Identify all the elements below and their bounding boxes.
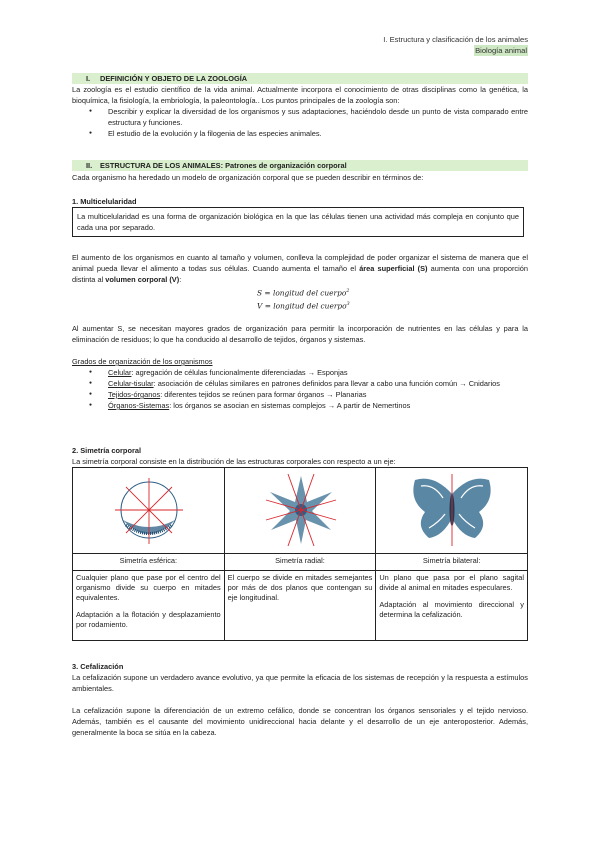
formula-rhs: longitud del cuerpo — [273, 301, 347, 311]
caption-cell: Simetría bilateral: — [376, 554, 528, 571]
para-text: aumenta con una proporción distinta al — [72, 264, 528, 284]
grado-term: Celular — [108, 368, 132, 377]
section-1-title: DEFINICIÓN Y OBJETO DE LA ZOOLOGÍA — [100, 74, 248, 83]
section-2-heading — [72, 160, 528, 171]
list-item — [72, 389, 528, 400]
grado-term: Celular-tisular — [108, 379, 154, 388]
spherical-image-cell — [73, 468, 225, 554]
radial-organism-illustration — [228, 470, 374, 548]
section-1-heading — [72, 73, 528, 84]
bilateral-image-cell — [376, 468, 528, 554]
symmetry-description: Cualquier plano que pase por el centro del organismo divide su cuerpo en mitades equivalentes. — [76, 573, 221, 602]
caption-cell: Simetría esférica: — [73, 554, 225, 571]
section-1-bullet-list — [72, 106, 528, 139]
grados-list — [72, 367, 528, 411]
grados-title — [72, 356, 213, 367]
formula-volume: V = longitud del cuerpo$^3$ — [257, 301, 350, 311]
cefalizacion-paragraph-2: La cefalización supone la diferenciación de un extremo cefálico, donde se concentran los órganos sensoriales y el tejido nervioso. Además, también es el causante del movimiento unidireccional hacia delante y el desarrollo de un eje anteroposterior. Además, generalmente la boca se sitúa en la cabeza. — [72, 706, 528, 737]
symmetry-description: El cuerpo se divide en mitades semejantes por más de dos planos que contengan su eje longitudinal. — [227, 573, 373, 602]
symmetry-description: Un plano que pasa por el plano sagital divide al animal en mitades especulares. — [379, 573, 524, 592]
spherical-organism-illustration — [76, 470, 222, 548]
radial-image-cell — [224, 468, 376, 554]
formula-surface: S = longitud del cuerpo$^2$ — [257, 288, 350, 298]
table-row — [73, 571, 528, 641]
bold-term: área superficial (S) — [359, 264, 428, 273]
para-text: : — [179, 275, 182, 284]
para-text: El aumento de los organismos en cuanto al tamaño y volumen, conlleva la complejidad de poder organizar el sistema de manera que el animal pueda llevar el alimento a todas sus células. Cuando aumenta el tamaño el — [72, 253, 528, 273]
description-cell — [376, 571, 528, 641]
grado-text: : asociación de células similares en patrones definidos para llevar a cabo una función común → Cnidarios — [153, 379, 500, 388]
list-item: ● El estudio de la evolución y la filogenia de las especies animales. — [72, 128, 528, 139]
section-1-intro: La zoología es el estudio científico de la vida animal. Actualmente incorpora el conocimiento de otras disciplinas como la genética, la bioquímica, la fisiología, la embriología, la paleontología.. Los puntos principales de la zoología son: — [72, 85, 528, 105]
document-title: I. Estructura y clasificación de los animales — [383, 35, 528, 44]
multicelularidad-definition: La multicelularidad es una forma de organización biológica en la que las células tienen una actividad más compleja en conjunto que cada una por separado. — [77, 212, 519, 232]
formula-rhs: longitud del cuerpo — [272, 288, 347, 298]
section-2-title: ESTRUCTURA DE LOS ANIMALES: Patrones de organización corporal — [100, 161, 347, 170]
formula-exponent: 2 — [346, 288, 350, 294]
table-row — [73, 468, 528, 554]
grado-text: : diferentes tejidos se reúnen para formar órganos → Planarias — [160, 390, 367, 399]
grado-term: Tejidos-órganos — [108, 390, 161, 399]
grado-text: : agregación de células funcionalmente diferenciadas → Esponjas — [131, 368, 348, 377]
simetria-intro: La simetría corporal consiste en la distribución de las estructuras corporales con respecto a un eje: — [72, 457, 396, 466]
symmetry-adaptation: Adaptación a la flotación y desplazamiento por rodamiento. — [76, 610, 221, 629]
table-row — [73, 554, 528, 571]
list-item — [72, 367, 528, 378]
bold-term: volumen corporal (V) — [105, 275, 180, 284]
cefalizacion-paragraph-1: La cefalización supone un verdadero avance evolutivo, ya que permite la eficacia de los sistemas de recepción y la respuesta a estímulos ambientales. — [72, 673, 528, 693]
description-cell — [73, 571, 225, 641]
section-2-number: II. — [86, 161, 93, 170]
multicelularidad-paragraph — [72, 252, 528, 285]
formula-exponent: 3 — [346, 301, 350, 307]
list-item — [72, 400, 528, 411]
grados-title-text: Grados de organización de los organismos — [72, 357, 213, 366]
multicelularidad-paragraph-2: Al aumentar S, se necesitan mayores grados de organización para permitir la incorporación de nutrientes en las células y para la eliminación de residuos; lo que ha conducido al desarrollo de tejidos, órganos y sistemas. — [72, 324, 528, 344]
subject-label: Biología animal — [475, 46, 527, 55]
list-item: ● Describir y explicar la diversidad de los organismos y sus adaptaciones, haciéndolo desde un punto de vista comparado entre estructura y funciones. — [72, 106, 528, 128]
grado-term: Órganos-Sistemas — [108, 401, 170, 410]
formula-lhs: S — [257, 288, 263, 298]
cefalizacion-heading: 3. Cefalización — [72, 662, 124, 671]
list-item — [72, 378, 528, 389]
symmetry-table — [72, 467, 528, 641]
formula-lhs: V — [257, 301, 263, 311]
bilateral-organism-illustration — [379, 470, 525, 548]
section-1-number: I. — [86, 74, 91, 83]
symmetry-adaptation: Adaptación al movimiento direccional y determina la cefalización. — [379, 600, 524, 619]
description-cell — [224, 571, 376, 641]
multicelularidad-definition-box — [72, 207, 524, 237]
grado-text: : los órganos se asocian en sistemas complejos → A partir de Nemertinos — [169, 401, 411, 410]
multicelularidad-heading: 1. Multicelularidad — [72, 197, 137, 206]
caption-cell: Simetría radial: — [224, 554, 376, 571]
simetria-heading: 2. Simetría corporal — [72, 446, 142, 455]
section-2-intro: Cada organismo ha heredado un modelo de organización corporal que se pueden describir en términos de: — [72, 173, 424, 182]
